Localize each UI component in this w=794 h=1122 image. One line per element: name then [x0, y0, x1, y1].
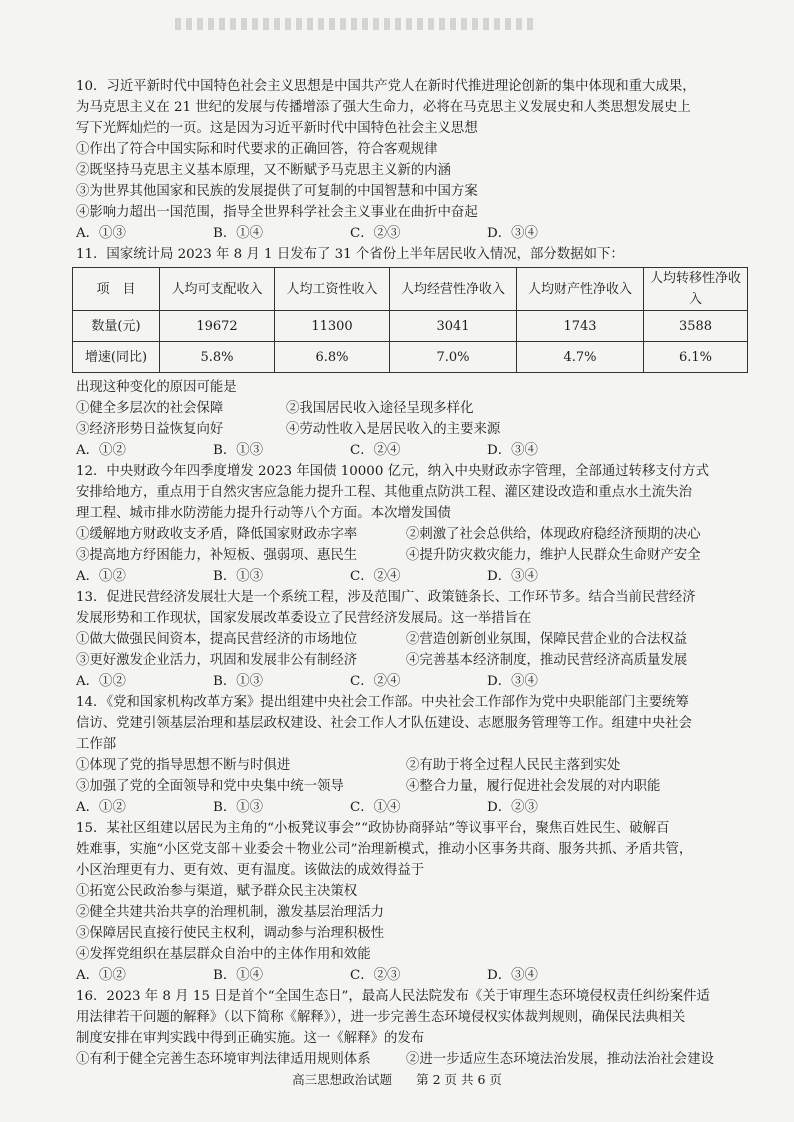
question-14 [76, 692, 748, 818]
q12-option: ③提高地方纾困能力，补短板、强弱项、惠民生 [76, 548, 358, 563]
q14-option: ①体现了党的指导思想不断与时俱进 [76, 758, 291, 773]
answer-a: A．①② [76, 674, 126, 689]
q15-stem-line: 15．某社区组建以居民为主角的“小板凳议事会”“政协协商驿站”等议事平台，聚焦百姓民生、破解百 [76, 821, 670, 836]
table-cell: 6.8% [275, 342, 390, 373]
q10-option: ②既坚持马克思主义基本原理，又不断赋予马克思主义新的内涵 [76, 163, 451, 178]
q13-stem-line: 发展形势和工作现状，国家发展改革委设立了民营经济发展局。这一举措旨在 [76, 611, 532, 626]
answer-d: D．③④ [487, 226, 538, 241]
table-row [73, 342, 748, 373]
answer-b: B．①③ [213, 800, 264, 815]
scan-artifact [175, 18, 535, 30]
answer-c: C．②④ [350, 443, 401, 458]
table-header-cell: 人均财产性净收入 [517, 268, 644, 311]
q11-option: ④劳动性收入是居民收入的主要来源 [286, 422, 501, 437]
q12-stem-line: 理工程、城市排水防涝能力提升行动等八个方面。本次增发国债 [76, 506, 451, 521]
table-cell: 数量(元) [73, 311, 160, 342]
q16-option: ①有利于健全完善生态环境审判法律适用规则体系 [76, 1052, 371, 1067]
answer-a: A．①② [76, 443, 126, 458]
table-cell: 1743 [517, 311, 644, 342]
q15-option: ④发挥党组织在基层群众自治中的主体作用和效能 [76, 947, 371, 962]
footer-page-number: 第 2 页 共 6 页 [416, 1072, 502, 1087]
q15-stem-line: 姓难事，实施“小区党支部＋业委会＋物业公司”治理新模式，推动小区事务共商、服务共抓、矛盾共管， [76, 842, 693, 857]
q10-stem-line: 为马克思主义在 21 世纪的发展与传播增添了强大生命力，必将在马克思主义发展史和人类思想发展史上 [76, 100, 691, 115]
q15-option: ①拓宽公民政治参与渠道，赋予群众民主决策权 [76, 884, 358, 899]
answer-d: D．③④ [487, 443, 538, 458]
income-table [72, 267, 748, 373]
answer-b: B．①④ [213, 226, 264, 241]
answer-c: C．①④ [350, 800, 401, 815]
q12-stem-line: 安排给地方，重点用于自然灾害应急能力提升工程、其他重点防洪工程、灌区建设改造和重点水土流失治 [76, 485, 692, 500]
question-12 [76, 461, 748, 587]
q12-answers [76, 566, 748, 587]
answer-b: B．①③ [213, 569, 264, 584]
q14-stem-line: 工作部 [76, 737, 117, 752]
answer-a: A．①② [76, 800, 126, 815]
q16-stem-line: 制度安排在审判实践中得到正确实施。这一《解释》的发布 [76, 1031, 425, 1046]
answer-a: A．①② [76, 569, 126, 584]
answer-d: D．③④ [487, 569, 538, 584]
q11-option-row [76, 398, 748, 419]
q14-option-row [76, 755, 748, 776]
answer-c: C．②③ [350, 968, 401, 983]
question-13 [76, 587, 748, 692]
q11-option: ②我国居民收入途径呈现多样化 [286, 401, 474, 416]
footer-subject: 高三思想政治试题 [292, 1072, 393, 1087]
table-cell: 增速(同比) [73, 342, 160, 373]
table-cell: 3588 [644, 311, 748, 342]
answer-d: D．③④ [487, 674, 538, 689]
answer-b: B．①③ [213, 443, 264, 458]
table-header-cell: 人均经营性净收入 [390, 268, 517, 311]
q16-stem-line: 16．2023 年 8 月 15 日是首个“全国生态日”，最高人民法院发布《关于审理生态环境侵权责任纠纷案件适 [76, 989, 710, 1004]
q13-option: ②营造创新创业氛围，保障民营企业的合法权益 [406, 632, 688, 647]
table-cell: 6.1% [644, 342, 748, 373]
answer-c: C．②④ [350, 569, 401, 584]
answer-c: C．②④ [350, 674, 401, 689]
page-footer [0, 1070, 794, 1088]
question-10 [76, 76, 748, 244]
q14-stem-line: 信访、党建引领基层治理和基层政权建设、社会工作人才队伍建设、志愿服务管理等工作。组建中央社会 [76, 716, 692, 731]
table-cell: 7.0% [390, 342, 517, 373]
q14-option: ③加强了党的全面领导和党中央集中统一领导 [76, 779, 344, 794]
q11-option: ③经济形势日益恢复向好 [76, 422, 224, 437]
q14-option: ④整合力量，履行促进社会发展的对内职能 [406, 779, 661, 794]
q16-stem-line: 用法律若干问题的解释》（以下简称《解释》），进一步完善生态环境侵权实体裁判规则，确保民法典相关 [76, 1010, 686, 1025]
q13-answers [76, 671, 748, 692]
q15-option: ③保障居民直接行使民主权利，调动参与治理积极性 [76, 926, 384, 941]
question-15 [76, 818, 748, 986]
answer-a: A．①② [76, 968, 126, 983]
table-header-cell: 人均转移性净收入 [644, 268, 748, 311]
q12-option-row [76, 524, 748, 545]
table-cell: 4.7% [517, 342, 644, 373]
q11-stem: 11．国家统计局 2023 年 8 月 1 日发布了 31 个省份上半年居民收入情况，部分数据如下： [76, 247, 624, 262]
q11-option: ①健全多层次的社会保障 [76, 401, 224, 416]
q12-option: ④提升防灾救灾能力，维护人民群众生命财产安全 [406, 548, 701, 563]
q15-answers [76, 965, 748, 986]
table-header-row [73, 268, 748, 311]
answer-d: D．③④ [487, 968, 538, 983]
q11-after-table: 出现这种变化的原因可能是 [76, 380, 237, 395]
q16-option: ②进一步适应生态环境法治发展，推动法治社会建设 [406, 1052, 714, 1067]
q12-option: ①缓解地方财政收支矛盾，降低国家财政赤字率 [76, 527, 358, 542]
q14-option-row [76, 776, 748, 797]
table-header-cell: 项 目 [73, 268, 160, 311]
question-11 [76, 244, 748, 461]
q15-stem-line: 小区治理更有力、更有效、更有温度。该做法的成效得益于 [76, 863, 425, 878]
q13-option: ③更好激发企业活力，巩固和发展非公有制经济 [76, 653, 358, 668]
q13-option: ④完善基本经济制度，推动民营经济高质量发展 [406, 653, 688, 668]
q13-option: ①做大做强民间资本，提高民营经济的市场地位 [76, 632, 358, 647]
table-header-cell: 人均工资性收入 [275, 268, 390, 311]
q11-answers [76, 440, 748, 461]
q12-option: ②刺激了社会总供给，体现政府稳经济预期的决心 [406, 527, 701, 542]
answer-a: A．①③ [76, 226, 126, 241]
table-cell: 19672 [160, 311, 275, 342]
q14-stem-line: 14．《党和国家机构改革方案》提出组建中央社会工作部。中央社会工作部作为党中央职能部门主要统筹 [76, 695, 689, 710]
q14-option: ②有助于将全过程人民民主落到实处 [406, 758, 621, 773]
q13-option-row [76, 650, 748, 671]
q10-answers [76, 223, 748, 244]
q13-option-row [76, 629, 748, 650]
table-row [73, 311, 748, 342]
q10-stem-line: 10．习近平新时代中国特色社会主义思想是中国共产党人在新时代推进理论创新的集中体现和重大成果， [76, 79, 696, 94]
q15-option: ②健全共建共治共享的治理机制，激发基层治理活力 [76, 905, 384, 920]
answer-c: C．②③ [350, 226, 401, 241]
q14-answers [76, 797, 748, 818]
table-cell: 3041 [390, 311, 517, 342]
q10-option: ④影响力超出一国范围，指导全世界科学社会主义事业在曲折中奋起 [76, 205, 478, 220]
q16-option-row [76, 1049, 748, 1070]
q10-stem-line: 写下光辉灿烂的一页。这是因为习近平新时代中国特色社会主义思想 [76, 121, 478, 136]
question-area [76, 76, 748, 1070]
question-16 [76, 986, 748, 1070]
q10-option: ③为世界其他国家和民族的发展提供了可复制的中国智慧和中国方案 [76, 184, 478, 199]
table-header-cell: 人均可支配收入 [160, 268, 275, 311]
answer-d: D．②③ [487, 800, 538, 815]
q12-option-row [76, 545, 748, 566]
answer-b: B．①④ [213, 968, 264, 983]
q11-option-row [76, 419, 748, 440]
q13-stem-line: 13．促进民营经济发展壮大是一个系统工程，涉及范围广、政策链条长、工作环节多。结合当前民营经济 [76, 590, 696, 605]
q10-option: ①作出了符合中国实际和时代要求的正确回答，符合客观规律 [76, 142, 438, 157]
answer-b: B．①③ [213, 674, 264, 689]
table-cell: 11300 [275, 311, 390, 342]
q12-stem-line: 12．中央财政今年四季度增发 2023 年国债 10000 亿元，纳入中央财政赤字管理，全部通过转移支付方式 [76, 464, 709, 479]
table-cell: 5.8% [160, 342, 275, 373]
